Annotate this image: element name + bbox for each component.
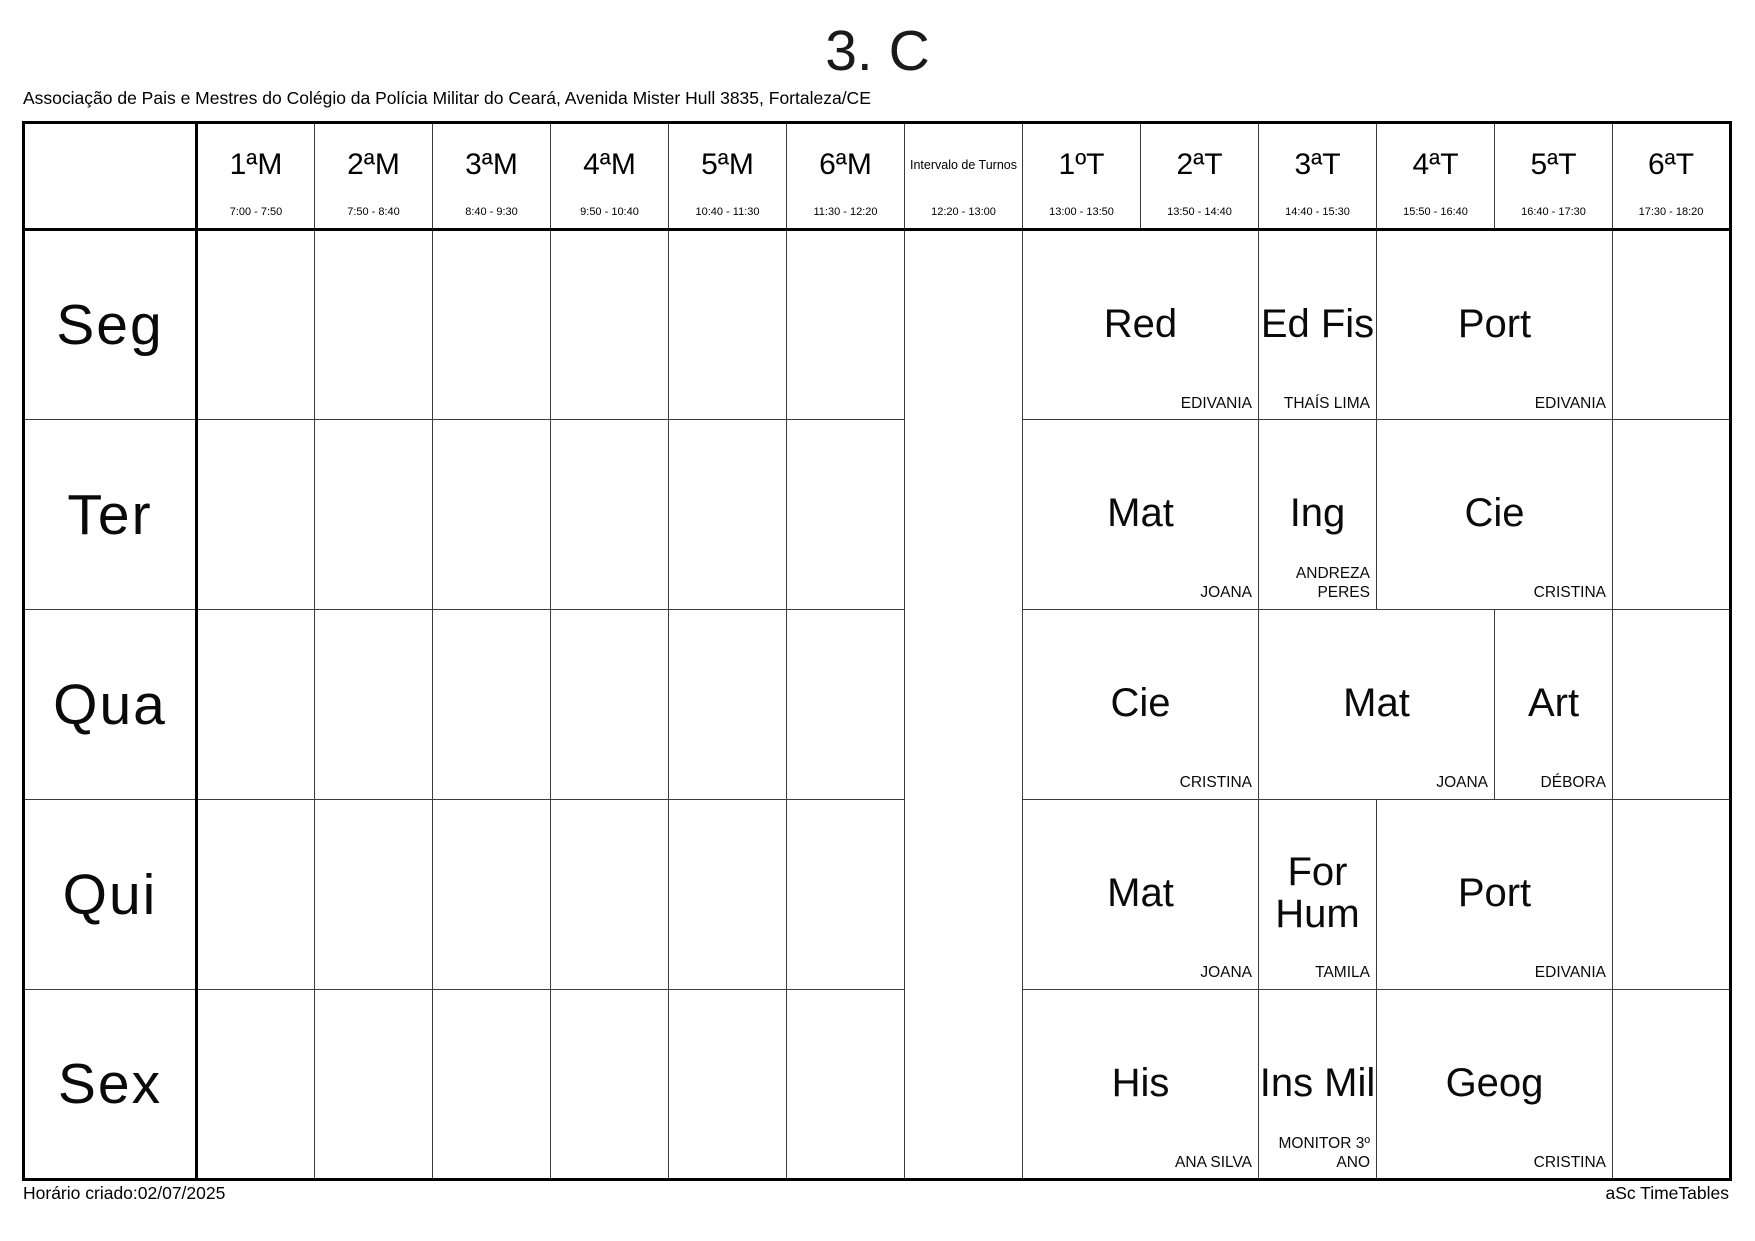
subject-label: Port <box>1457 870 1532 915</box>
empty-cell <box>1613 230 1731 420</box>
period-label: 6ªM <box>819 148 872 181</box>
teacher-label: JOANA <box>1200 583 1252 601</box>
empty-cell <box>551 610 669 800</box>
empty-cell <box>787 990 905 1180</box>
period-label: 3ªT <box>1294 148 1341 181</box>
period-time: 16:40 - 17:30 <box>1521 206 1586 218</box>
lesson-cell <box>1023 800 1259 990</box>
teacher-label: CRISTINA <box>1533 1153 1606 1171</box>
day-label-qua: Qua <box>24 610 197 800</box>
empty-cell <box>669 420 787 610</box>
teacher-label: MONITOR 3º ANO <box>1278 1135 1370 1171</box>
lesson-cell <box>1259 230 1377 420</box>
teacher-label: TAMILA <box>1315 963 1370 981</box>
lesson-cell <box>1023 610 1259 800</box>
interval-header <box>905 123 1023 230</box>
teacher-label: ANDREZA PERES <box>1295 565 1370 601</box>
lesson-cell <box>1495 610 1613 800</box>
day-label-ter: Ter <box>24 420 197 610</box>
day-label-qui: Qui <box>24 800 197 990</box>
teacher-label: EDIVANIA <box>1534 394 1606 412</box>
period-time: 9:50 - 10:40 <box>580 206 639 218</box>
period-header-1m <box>197 123 315 230</box>
empty-cell <box>433 610 551 800</box>
empty-cell <box>1613 420 1731 610</box>
period-label: 1ºT <box>1058 148 1105 181</box>
empty-cell <box>1613 990 1731 1180</box>
subject-label: Mat <box>1107 490 1174 535</box>
period-time: 13:50 - 14:40 <box>1167 206 1232 218</box>
empty-cell <box>315 420 433 610</box>
subject-label: Art <box>1527 680 1580 725</box>
empty-cell <box>315 990 433 1180</box>
interval-column-cell <box>905 230 1023 1180</box>
subject-label: Cie <box>1110 680 1171 725</box>
period-header-6m <box>787 123 905 230</box>
empty-cell <box>669 610 787 800</box>
period-time: 8:40 - 9:30 <box>465 206 518 218</box>
empty-cell <box>197 610 315 800</box>
page-title: 3. C <box>825 19 930 83</box>
empty-cell <box>197 230 315 420</box>
day-label-seg: Seg <box>24 230 197 420</box>
lesson-cell <box>1259 610 1495 800</box>
empty-cell <box>669 990 787 1180</box>
period-time: 14:40 - 15:30 <box>1285 206 1350 218</box>
lesson-cell <box>1023 420 1259 610</box>
empty-cell <box>1613 610 1731 800</box>
day-row-seg <box>24 230 1731 420</box>
day-label-sex: Sex <box>24 990 197 1180</box>
teacher-label: DÉBORA <box>1540 773 1606 791</box>
empty-cell <box>669 230 787 420</box>
period-label: 2ªT <box>1176 148 1223 181</box>
empty-cell <box>315 610 433 800</box>
header-row <box>24 123 1731 230</box>
lesson-cell <box>1377 990 1613 1180</box>
empty-cell <box>433 420 551 610</box>
subject-label: Mat <box>1107 870 1174 915</box>
lesson-cell <box>1259 990 1377 1180</box>
period-header-5t <box>1495 123 1613 230</box>
empty-cell <box>197 990 315 1180</box>
teacher-label: EDIVANIA <box>1180 394 1252 412</box>
subject-label: His <box>1111 1060 1170 1105</box>
subject-label: Geog <box>1445 1060 1544 1105</box>
footer-brand: aSc TimeTables <box>1605 1183 1729 1203</box>
period-label: 2ªM <box>347 148 400 181</box>
empty-cell <box>433 800 551 990</box>
period-header-4m <box>551 123 669 230</box>
lesson-cell <box>1377 420 1613 610</box>
period-time: 11:30 - 12:20 <box>813 206 878 218</box>
period-label: 5ªT <box>1530 148 1577 181</box>
subject-label: Ing <box>1289 490 1346 535</box>
period-label: 3ªM <box>465 148 518 181</box>
period-time: 13:00 - 13:50 <box>1049 206 1114 218</box>
lesson-cell <box>1377 800 1613 990</box>
teacher-label: ANA SILVA <box>1175 1153 1252 1171</box>
teacher-label: JOANA <box>1436 773 1488 791</box>
empty-cell <box>433 990 551 1180</box>
day-row-ter <box>24 420 1731 610</box>
period-label: 4ªM <box>583 148 636 181</box>
lesson-cell <box>1023 230 1259 420</box>
empty-cell <box>669 800 787 990</box>
empty-cell <box>1613 800 1731 990</box>
teacher-label: EDIVANIA <box>1534 963 1606 981</box>
period-time: 12:20 - 13:00 <box>931 206 996 218</box>
timetable <box>22 121 1732 1181</box>
subject-label: Cie <box>1464 490 1525 535</box>
empty-cell <box>315 230 433 420</box>
subject-label: Ins Mil <box>1259 1060 1376 1105</box>
subject-label: Port <box>1457 301 1532 346</box>
school-subtitle: Associação de Pais e Mestres do Colégio da Polícia Militar do Ceará, Avenida Mister Hull 3835, Fortaleza/CE <box>23 88 871 108</box>
empty-cell <box>551 230 669 420</box>
empty-cell <box>315 800 433 990</box>
period-label: 6ªT <box>1647 148 1695 181</box>
empty-cell <box>551 800 669 990</box>
teacher-label: CRISTINA <box>1533 583 1606 601</box>
lesson-cell <box>1023 990 1259 1180</box>
empty-cell <box>551 420 669 610</box>
empty-cell <box>551 990 669 1180</box>
period-time: 10:40 - 11:30 <box>695 206 760 218</box>
empty-cell <box>787 610 905 800</box>
period-time: 7:00 - 7:50 <box>229 206 283 218</box>
interval-label: Intervalo de Turnos <box>909 158 1017 172</box>
empty-cell <box>197 420 315 610</box>
subject-label: Red <box>1103 301 1178 346</box>
period-header-2t <box>1141 123 1259 230</box>
teacher-label: CRISTINA <box>1179 773 1252 791</box>
empty-cell <box>787 230 905 420</box>
day-row-qui <box>24 800 1731 990</box>
period-header-5m <box>669 123 787 230</box>
period-label: 4ªT <box>1412 148 1459 181</box>
subject-label: Ed Fis <box>1260 301 1375 346</box>
period-label: 5ªM <box>701 148 754 181</box>
empty-cell <box>787 800 905 990</box>
period-header-3t <box>1259 123 1377 230</box>
lesson-cell <box>1377 230 1613 420</box>
empty-cell <box>433 230 551 420</box>
subject-label: Mat <box>1343 680 1410 725</box>
lesson-cell <box>1259 800 1377 990</box>
period-header-4t <box>1377 123 1495 230</box>
teacher-label: THAÍS LIMA <box>1283 394 1370 412</box>
day-row-sex <box>24 990 1731 1180</box>
period-header-2m <box>315 123 433 230</box>
period-header-3m <box>433 123 551 230</box>
subject-label: For Hum <box>1275 849 1360 936</box>
teacher-label: JOANA <box>1200 963 1252 981</box>
footer-created: Horário criado:02/07/2025 <box>23 1183 226 1203</box>
period-header-6t <box>1613 123 1731 230</box>
period-time: 15:50 - 16:40 <box>1403 206 1468 218</box>
period-header-1t <box>1023 123 1141 230</box>
corner-cell <box>24 123 197 230</box>
lesson-cell <box>1259 420 1377 610</box>
day-row-qua <box>24 610 1731 800</box>
period-time: 7:50 - 8:40 <box>347 206 400 218</box>
period-time: 17:30 - 18:20 <box>1638 206 1704 218</box>
empty-cell <box>787 420 905 610</box>
empty-cell <box>197 800 315 990</box>
period-label: 1ªM <box>229 148 283 181</box>
